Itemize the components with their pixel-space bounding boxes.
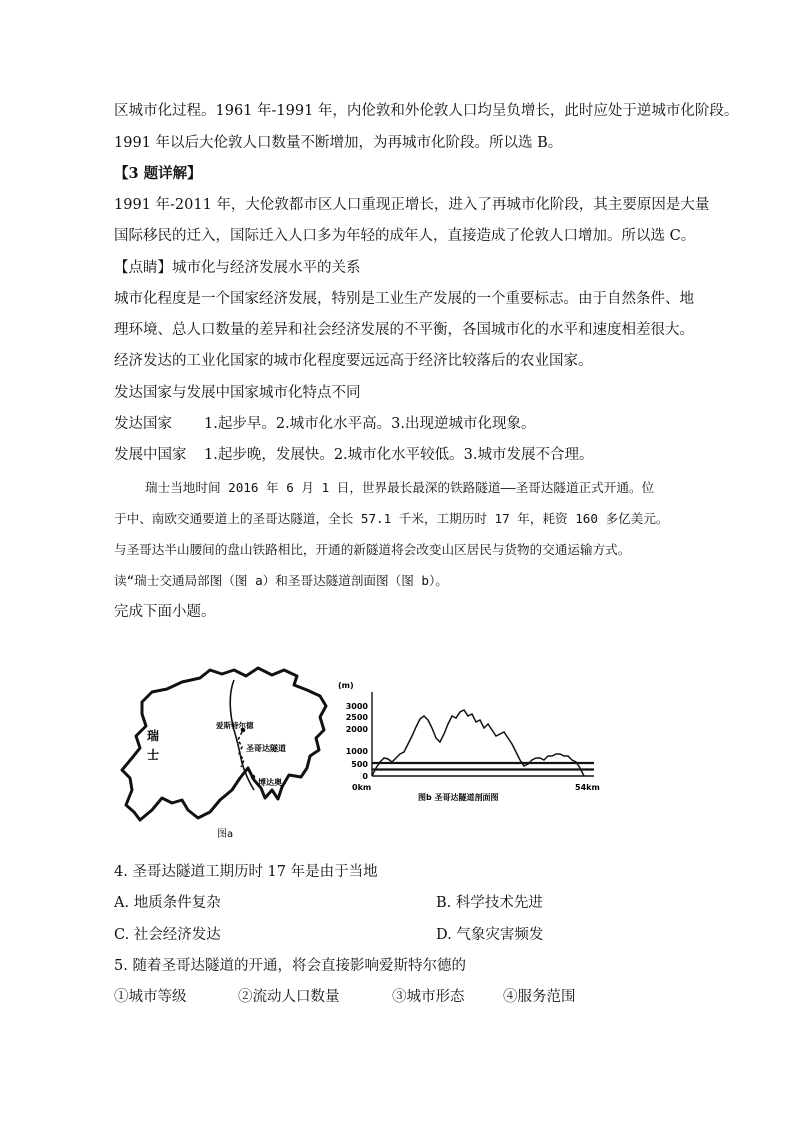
y-tick-label: 0 [362,772,368,781]
section-heading: 【3 题详解】 [114,165,202,182]
country-label: 瑞 [147,729,160,743]
y-tick-label: 2500 [345,713,368,722]
switzerland-outline [122,668,326,820]
y-tick-label: 500 [351,760,368,769]
intro-line: 于中、南欧交通要道上的圣哥达隧道，全长 57.1 千米，工期历时 17 年，耗资 160 多亿美元。 [114,511,669,526]
developed-label: 发达国家 [114,416,172,432]
text-line: 经济发达的工业化国家的城市化程度要远远高于经济比较落后的农业国家。 [114,353,593,369]
dianjing-heading: 【点睛】城市化与经济发展水平的关系 [114,260,361,276]
option-5-1[interactable]: ①城市等级 [114,989,187,1005]
x-end-label: 54km [575,783,600,792]
text-line: 区城市化过程。1961 年-1991 年，内伦敦和外伦敦人口均呈负增长，此时应处于逆城市化阶段。 [114,103,739,119]
city-south-label: 博达奥 [258,778,282,787]
y-unit-label: (m) [338,681,354,690]
country-label: 士 [147,748,160,762]
y-tick-label: 3000 [345,702,368,711]
x-start-label: 0km [352,783,372,792]
option-4b[interactable]: B. 科学技术先进 [436,895,543,911]
intro-line: 读“瑞士交通局部图（图 a）和圣哥达隧道剖面图（图 b）。 [114,573,448,588]
option-4d[interactable]: D. 气象灾害频发 [436,927,544,943]
y-tick-label: 2000 [345,725,368,734]
option-4c[interactable]: C. 社会经济发达 [114,927,221,943]
city-north-label: 爱斯特尔德 [216,721,254,730]
text-line: 发达国家与发展中国家城市化特点不同 [114,385,361,401]
text-line: 理环境、总人口数量的差异和社会经济发展的不平衡，各国城市化的水平和速度相差很大。 [114,322,694,338]
tunnel-label: 圣哥达隧道 [246,744,286,753]
text-line: 城市化程度是一个国家经济发展，特别是工业生产发展的一个重要标志。由于自然条件、地 [114,291,694,307]
intro-line: 与圣哥达半山腰间的盘山铁路相比，开通的新隧道将会改变山区居民与货物的交通运输方式。 [114,542,631,557]
option-4a[interactable]: A. 地质条件复杂 [114,895,221,911]
option-5-3[interactable]: ③城市形态 [392,989,465,1005]
figure-b-caption: 图b 圣哥达隧道剖面图 [418,793,499,802]
switzerland-map [112,640,332,845]
y-tick-label: 1000 [345,747,368,756]
tunnel-profile-chart [332,672,602,812]
option-5-2[interactable]: ②流动人口数量 [238,989,340,1005]
option-5-4[interactable]: ④服务范围 [503,989,576,1005]
developed-features: 1.起步早。2.城市化水平高。3.出现逆城市化现象。 [204,416,536,432]
question-5: 5. 随着圣哥达隧道的开通，将会直接影响爱斯特尔德的 [114,958,466,974]
text-line: 1991 年-2011 年，大伦敦都市区人口重现正增长，进入了再城市化阶段，其主要原因是大量 [114,197,710,213]
terrain-profile [372,710,584,776]
question-4: 4. 圣哥达隧道工期历时 17 年是由于当地 [114,864,378,880]
text-line: 国际移民的迁入，国际迁入人口多为年轻的成年人，直接造成了伦敦人口增加。所以选 C。 [114,228,696,244]
city-south-marker [251,775,256,780]
developing-features: 1.起步晚，发展快。2.城市化水平较低。3.城市发展不合理。 [204,447,594,463]
developing-label: 发展中国家 [114,447,187,463]
intro-line: 瑞士当地时间 2016 年 6 月 1 日，世界最长最深的铁路隧道——圣哥达隧道正式开通。位 [145,480,655,495]
instruction: 完成下面小题。 [114,604,216,620]
figure-a-caption: 图a [217,829,234,840]
text-line: 1991 年以后大伦敦人口数量不断增加，为再城市化阶段。所以选 B。 [114,135,563,151]
